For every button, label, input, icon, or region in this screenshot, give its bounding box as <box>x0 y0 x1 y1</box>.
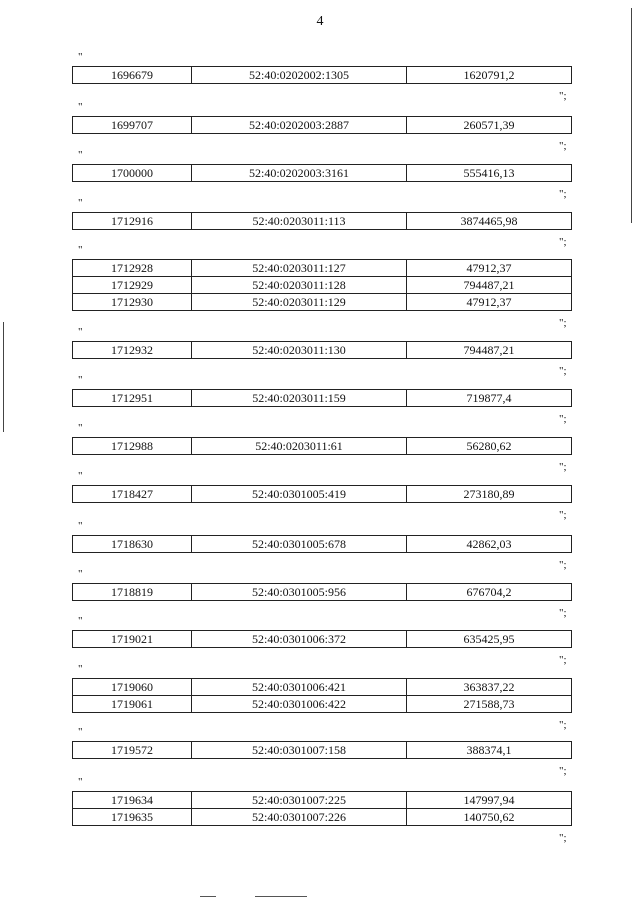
value-cell: 147997,94 <box>407 792 572 809</box>
bottom-scan-mark <box>255 896 307 897</box>
open-quote-mark: " <box>78 101 83 113</box>
table-row <box>73 536 572 553</box>
table-row <box>73 165 572 182</box>
value-cell: 794487,21 <box>407 277 572 294</box>
table-row <box>73 696 572 713</box>
open-quote-mark: " <box>78 776 83 788</box>
record-table <box>72 791 572 826</box>
table-row <box>73 809 572 826</box>
open-quote-mark: " <box>78 726 83 738</box>
cadastral-number-cell: 52:40:0203011:130 <box>192 342 407 359</box>
cadastral-number-cell: 52:40:0203011:113 <box>192 213 407 230</box>
cadastral-number-cell: 52:40:0301005:678 <box>192 536 407 553</box>
number-cell: 1712951 <box>73 390 192 407</box>
number-cell: 1712930 <box>73 294 192 311</box>
record-table <box>72 116 572 134</box>
table-row <box>73 679 572 696</box>
close-quote-mark: "; <box>559 654 567 666</box>
cadastral-number-cell: 52:40:0202003:3161 <box>192 165 407 182</box>
table-row <box>73 631 572 648</box>
record-table <box>72 535 572 553</box>
number-cell: 1719021 <box>73 631 192 648</box>
open-quote-mark: " <box>78 520 83 532</box>
number-cell: 1719572 <box>73 742 192 759</box>
number-cell: 1719060 <box>73 679 192 696</box>
number-cell: 1719634 <box>73 792 192 809</box>
close-quote-mark: "; <box>559 607 567 619</box>
close-quote-mark: "; <box>559 90 567 102</box>
number-cell: 1719635 <box>73 809 192 826</box>
value-cell: 271588,73 <box>407 696 572 713</box>
cadastral-number-cell: 52:40:0203011:159 <box>192 390 407 407</box>
value-cell: 260571,39 <box>407 117 572 134</box>
record-table <box>72 583 572 601</box>
table-row <box>73 792 572 809</box>
close-quote-mark: "; <box>559 509 567 521</box>
open-quote-mark: " <box>78 197 83 209</box>
value-cell: 140750,62 <box>407 809 572 826</box>
number-cell: 1712929 <box>73 277 192 294</box>
value-cell: 3874465,98 <box>407 213 572 230</box>
value-cell: 388374,1 <box>407 742 572 759</box>
table-row <box>73 438 572 455</box>
value-cell: 47912,37 <box>407 294 572 311</box>
number-cell: 1696679 <box>73 67 192 84</box>
number-cell: 1712916 <box>73 213 192 230</box>
number-cell: 1718630 <box>73 536 192 553</box>
open-quote-mark: " <box>78 149 83 161</box>
open-quote-mark: " <box>78 615 83 627</box>
close-quote-mark: "; <box>559 317 567 329</box>
record-table <box>72 437 572 455</box>
cadastral-number-cell: 52:40:0301007:225 <box>192 792 407 809</box>
value-cell: 273180,89 <box>407 486 572 503</box>
number-cell: 1718427 <box>73 486 192 503</box>
value-cell: 676704,2 <box>407 584 572 601</box>
bottom-scan-mark <box>200 896 216 897</box>
number-cell: 1699707 <box>73 117 192 134</box>
close-quote-mark: "; <box>559 559 567 571</box>
close-quote-mark: "; <box>559 188 567 200</box>
number-cell: 1712988 <box>73 438 192 455</box>
cadastral-number-cell: 52:40:0203011:127 <box>192 260 407 277</box>
close-quote-mark: "; <box>559 140 567 152</box>
table-row <box>73 342 572 359</box>
table-row <box>73 260 572 277</box>
record-table <box>72 164 572 182</box>
cadastral-number-cell: 52:40:0301006:422 <box>192 696 407 713</box>
close-quote-mark: "; <box>559 236 567 248</box>
cadastral-number-cell: 52:40:0301007:158 <box>192 742 407 759</box>
open-quote-mark: " <box>78 663 83 675</box>
table-row <box>73 277 572 294</box>
value-cell: 42862,03 <box>407 536 572 553</box>
record-table <box>72 389 572 407</box>
number-cell: 1712928 <box>73 260 192 277</box>
value-cell: 635425,95 <box>407 631 572 648</box>
value-cell: 719877,4 <box>407 390 572 407</box>
value-cell: 794487,21 <box>407 342 572 359</box>
table-row <box>73 486 572 503</box>
cadastral-number-cell: 52:40:0202002:1305 <box>192 67 407 84</box>
open-quote-mark: " <box>78 374 83 386</box>
number-cell: 1718819 <box>73 584 192 601</box>
value-cell: 56280,62 <box>407 438 572 455</box>
table-row <box>73 213 572 230</box>
record-table <box>72 66 572 84</box>
page-number: 4 <box>316 14 324 29</box>
close-quote-mark: "; <box>559 461 567 473</box>
table-row <box>73 67 572 84</box>
close-quote-mark: "; <box>559 365 567 377</box>
cadastral-number-cell: 52:40:0203011:128 <box>192 277 407 294</box>
table-row <box>73 117 572 134</box>
cadastral-number-cell: 52:40:0301005:419 <box>192 486 407 503</box>
record-table <box>72 259 572 311</box>
value-cell: 555416,13 <box>407 165 572 182</box>
cadastral-number-cell: 52:40:0301005:956 <box>192 584 407 601</box>
value-cell: 1620791,2 <box>407 67 572 84</box>
open-quote-mark: " <box>78 326 83 338</box>
open-quote-mark: " <box>78 568 83 580</box>
record-table <box>72 630 572 648</box>
open-quote-mark: " <box>78 51 83 63</box>
value-cell: 363837,22 <box>407 679 572 696</box>
table-row <box>73 390 572 407</box>
open-quote-mark: " <box>78 422 83 434</box>
cadastral-number-cell: 52:40:0203011:129 <box>192 294 407 311</box>
record-table <box>72 212 572 230</box>
record-table <box>72 741 572 759</box>
number-cell: 1719061 <box>73 696 192 713</box>
table-row <box>73 584 572 601</box>
record-table <box>72 341 572 359</box>
cadastral-number-cell: 52:40:0301007:226 <box>192 809 407 826</box>
number-cell: 1700000 <box>73 165 192 182</box>
close-quote-mark: "; <box>559 765 567 777</box>
table-row <box>73 742 572 759</box>
value-cell: 47912,37 <box>407 260 572 277</box>
table-row <box>73 294 572 311</box>
close-quote-mark: "; <box>559 719 567 731</box>
close-quote-mark: "; <box>559 832 567 844</box>
record-table <box>72 678 572 713</box>
open-quote-mark: " <box>78 470 83 482</box>
cadastral-number-cell: 52:40:0203011:61 <box>192 438 407 455</box>
scan-edge-mark-left <box>3 322 4 432</box>
record-table <box>72 485 572 503</box>
open-quote-mark: " <box>78 244 83 256</box>
cadastral-number-cell: 52:40:0301006:372 <box>192 631 407 648</box>
cadastral-number-cell: 52:40:0301006:421 <box>192 679 407 696</box>
cadastral-number-cell: 52:40:0202003:2887 <box>192 117 407 134</box>
scan-edge-mark-right <box>631 8 632 223</box>
close-quote-mark: "; <box>559 413 567 425</box>
number-cell: 1712932 <box>73 342 192 359</box>
